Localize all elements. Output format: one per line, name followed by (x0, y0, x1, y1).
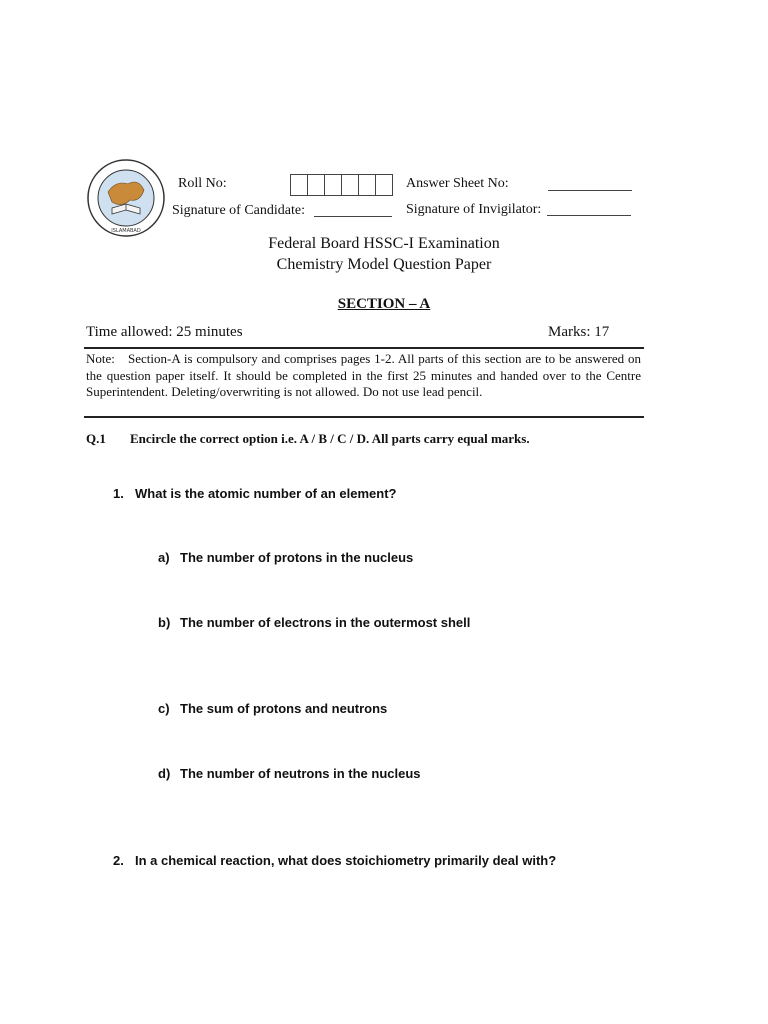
option-d[interactable] (158, 766, 421, 781)
question-number: 1. (113, 486, 124, 501)
option-text: The number of electrons in the outermost shell (180, 615, 471, 630)
question-text: What is the atomic number of an element? (135, 486, 397, 501)
exam-title: Federal Board HSSC-I Examination (268, 235, 500, 252)
svg-text:ISLAMABAD: ISLAMABAD (111, 228, 141, 234)
note-block (86, 351, 641, 401)
section-title: SECTION – A (337, 296, 431, 312)
option-letter: d) (158, 766, 171, 781)
paper-title: Chemistry Model Question Paper (276, 256, 492, 273)
roll-no-boxes[interactable] (290, 174, 393, 196)
answer-sheet-blank[interactable] (548, 190, 632, 191)
instruction-text: Encircle the correct option i.e. A / B / C / D. All parts carry equal marks. (130, 431, 530, 446)
option-text: The number of protons in the nucleus (180, 550, 414, 565)
roll-no-box[interactable] (291, 175, 308, 195)
signature-invigilator-label: Signature of Invigilator: (406, 202, 542, 217)
roll-no-box[interactable] (376, 175, 392, 195)
option-a[interactable] (158, 550, 413, 565)
signature-invigilator-blank[interactable] (547, 215, 631, 216)
option-letter: b) (158, 615, 171, 630)
marks: Marks: 17 (548, 324, 610, 340)
roll-no-box[interactable] (325, 175, 342, 195)
note-text: Section-A is compulsory and comprises pages 1-2. All parts of this section are to be answered on the question paper itself. It should be completed in the first 25 minutes and handed over to the Centre Superintendent. Deleting/overwriting is not allowed. Do not use lead pencil. (86, 351, 641, 399)
board-seal-logo (86, 158, 166, 238)
option-c[interactable] (158, 701, 387, 716)
option-letter: c) (158, 701, 170, 716)
signature-candidate-blank[interactable] (314, 216, 392, 217)
roll-no-box[interactable] (308, 175, 325, 195)
note-top-rule (84, 347, 644, 349)
note-bottom-rule (84, 416, 644, 418)
option-b[interactable] (158, 615, 470, 630)
time-allowed: Time allowed: 25 minutes (86, 324, 243, 340)
roll-no-label: Roll No: (178, 176, 227, 191)
roll-no-box[interactable] (359, 175, 376, 195)
question-1 (113, 486, 396, 501)
answer-sheet-label: Answer Sheet No: (406, 176, 509, 191)
option-text: The sum of protons and neutrons (180, 701, 388, 716)
question-text: In a chemical reaction, what does stoichiometry primarily deal with? (135, 853, 557, 868)
signature-candidate-label: Signature of Candidate: (172, 203, 305, 218)
note-label: Note: (86, 351, 115, 366)
question-2 (113, 853, 556, 868)
option-letter: a) (158, 550, 170, 565)
roll-no-box[interactable] (342, 175, 359, 195)
option-text: The number of neutrons in the nucleus (180, 766, 421, 781)
instruction-number: Q.1 (86, 431, 106, 446)
question-number: 2. (113, 853, 124, 868)
